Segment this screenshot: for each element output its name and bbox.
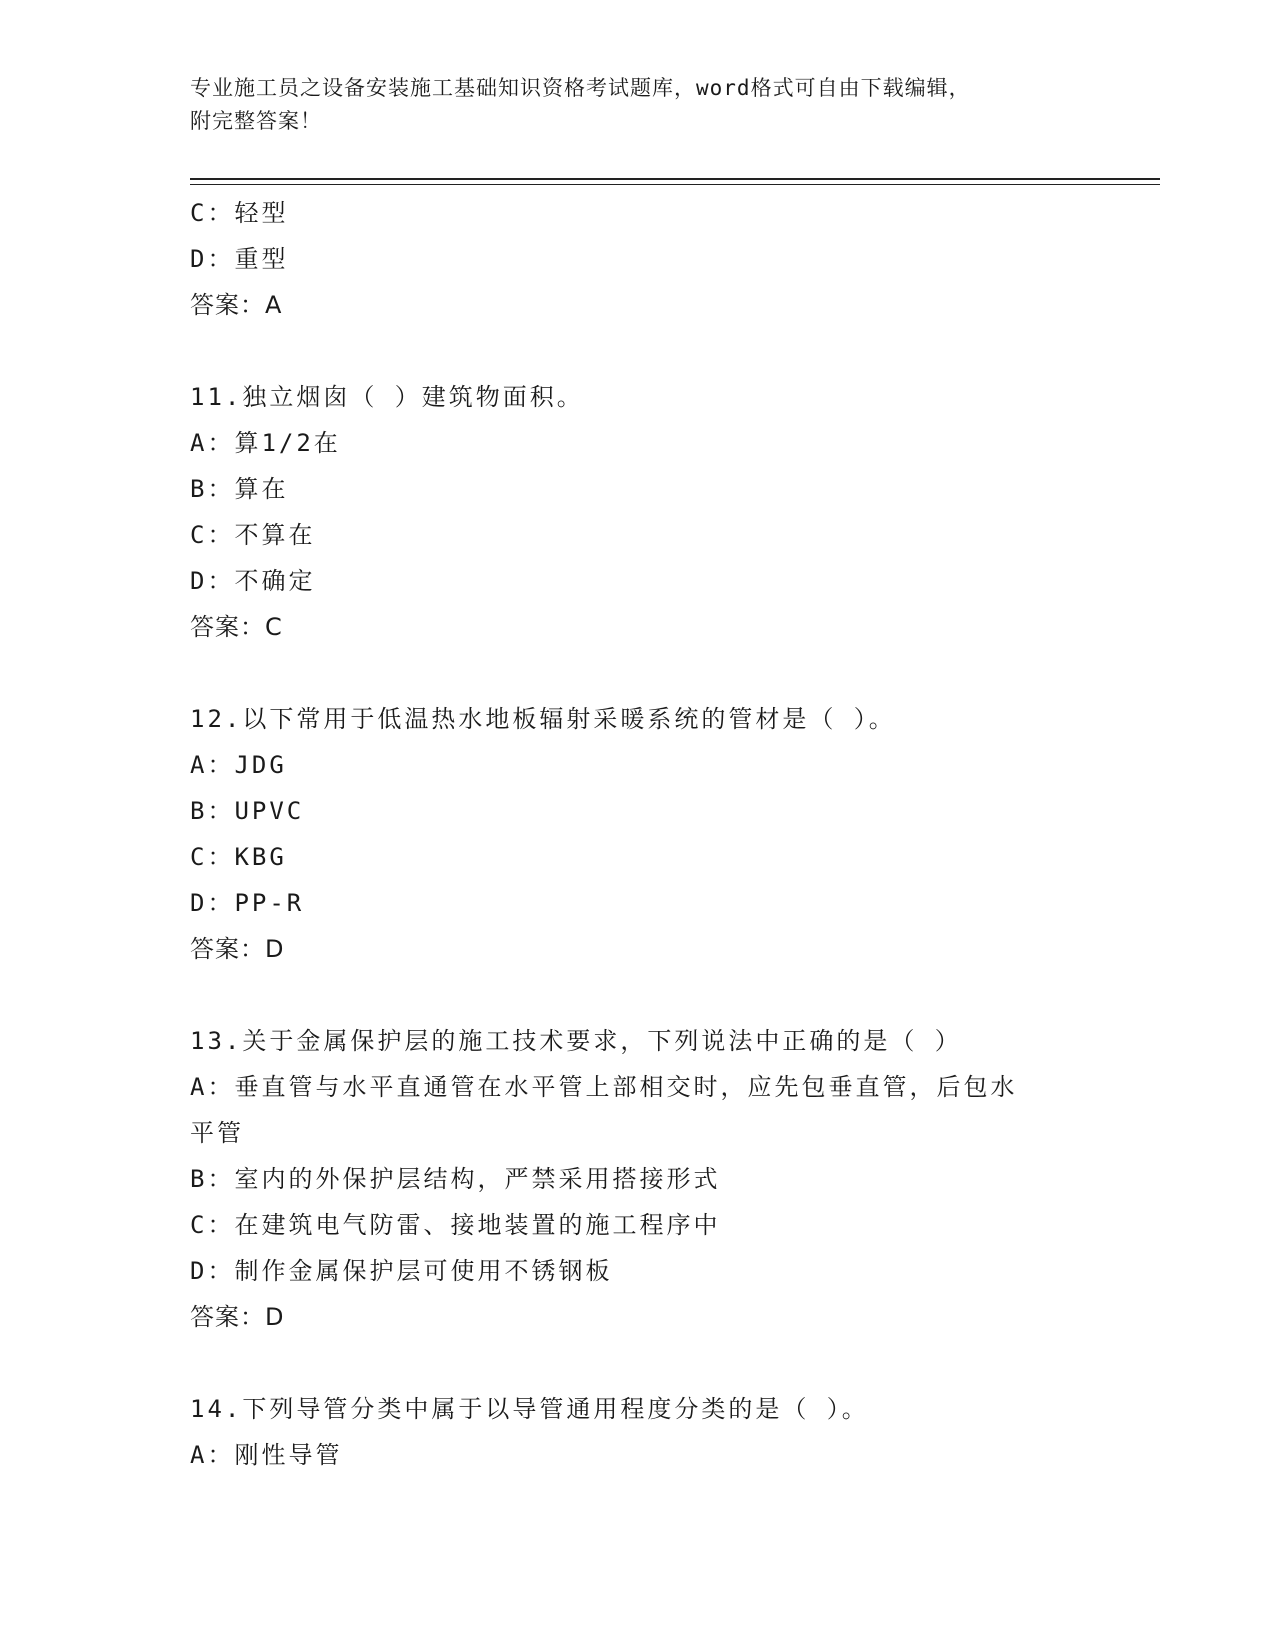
option-d: D：不确定 bbox=[190, 567, 316, 595]
header-line-1: 专业施工员之设备安装施工基础知识资格考试题库，word格式可自由下载编辑， bbox=[190, 76, 971, 100]
spacer bbox=[190, 972, 1090, 1018]
header-divider-thin bbox=[190, 184, 1160, 185]
header-divider-thick bbox=[190, 178, 1160, 180]
answer-line: 答案：D bbox=[190, 1303, 285, 1331]
spacer bbox=[190, 328, 1090, 374]
answer-line: 答案：A bbox=[190, 291, 283, 319]
question-stem: 12.以下常用于低温热水地板辐射采暖系统的管材是（ ）。 bbox=[190, 705, 896, 733]
option-b: B：算在 bbox=[190, 475, 289, 503]
question-list bbox=[190, 190, 1090, 1478]
question-block-12 bbox=[190, 696, 1090, 972]
question-block-14 bbox=[190, 1386, 1090, 1478]
option-d: D：PP-R bbox=[190, 889, 305, 917]
answer-line: 答案：D bbox=[190, 935, 285, 963]
question-stem: 13.关于金属保护层的施工技术要求，下列说法中正确的是（ ） bbox=[190, 1027, 962, 1055]
option-a: A：刚性导管 bbox=[190, 1441, 343, 1469]
document-header bbox=[190, 72, 1090, 138]
spacer bbox=[190, 650, 1090, 696]
spacer bbox=[190, 1340, 1090, 1386]
question-block-prev bbox=[190, 190, 1090, 328]
option-b: B：UPVC bbox=[190, 797, 305, 825]
answer-line: 答案：C bbox=[190, 613, 283, 641]
option-d: D：制作金属保护层可使用不锈钢板 bbox=[190, 1257, 613, 1285]
question-block-13 bbox=[190, 1018, 1090, 1340]
option-d: D：重型 bbox=[190, 245, 289, 273]
question-block-11 bbox=[190, 374, 1090, 650]
option-c: C：轻型 bbox=[190, 199, 289, 227]
option-c: C：KBG bbox=[190, 843, 287, 871]
header-line-2: 附完整答案！ bbox=[190, 109, 322, 133]
option-a: A：算1/2在 bbox=[190, 429, 341, 457]
question-stem: 11.独立烟囱（ ）建筑物面积。 bbox=[190, 383, 584, 411]
option-a: A：JDG bbox=[190, 751, 287, 779]
option-a: A：垂直管与水平直通管在水平管上部相交时，应先包垂直管，后包水 bbox=[190, 1073, 1018, 1101]
question-stem: 14.下列导管分类中属于以导管通用程度分类的是（ ）。 bbox=[190, 1395, 869, 1423]
option-a-continued: 平管 bbox=[190, 1119, 244, 1147]
option-b: B：室内的外保护层结构，严禁采用搭接形式 bbox=[190, 1165, 721, 1193]
option-c: C：在建筑电气防雷、接地装置的施工程序中 bbox=[190, 1211, 721, 1239]
option-c: C：不算在 bbox=[190, 521, 316, 549]
